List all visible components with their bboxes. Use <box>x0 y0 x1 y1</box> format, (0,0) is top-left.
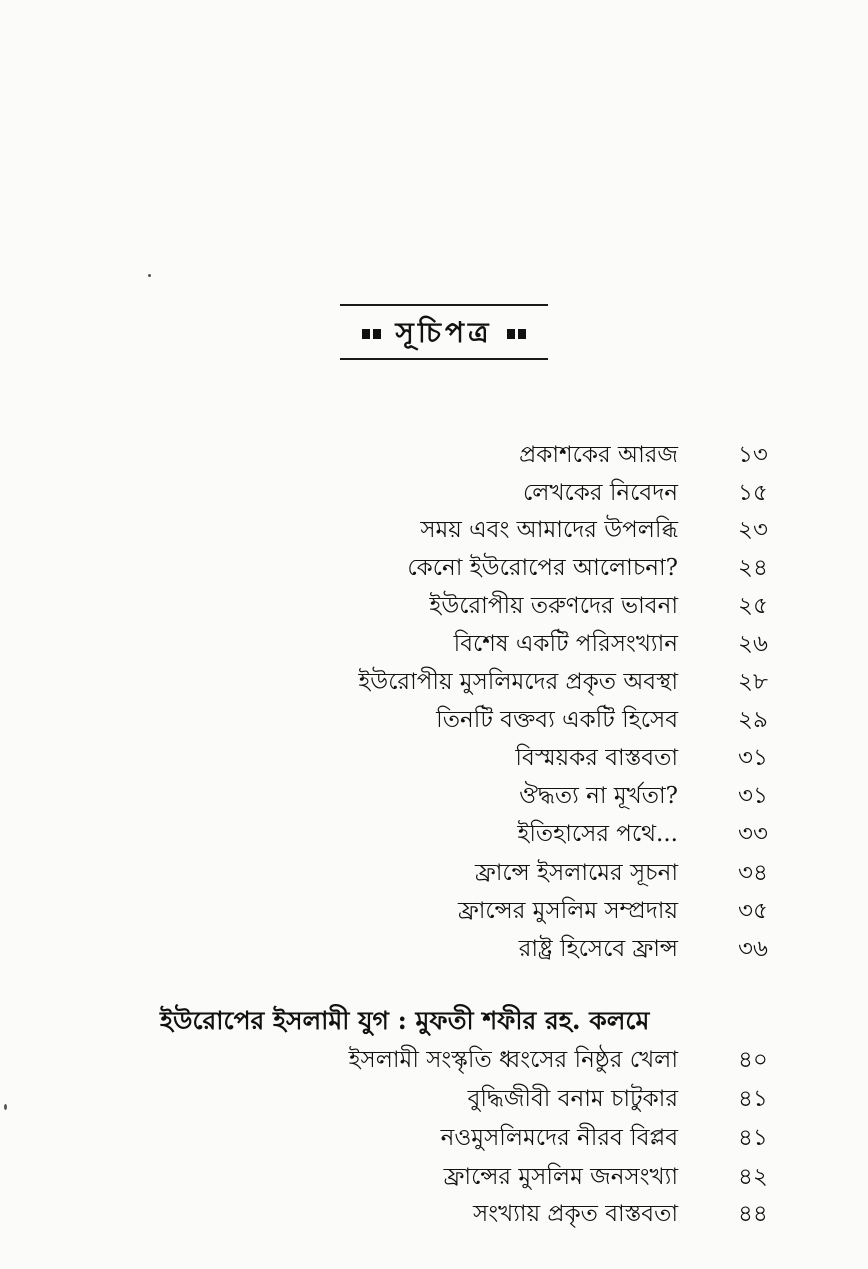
toc-entry-title: ফ্রান্সের মুসলিম সম্প্রদায় <box>457 898 678 924</box>
toc-entry-title: বিস্ময়কর বাস্তবতা <box>515 745 678 771</box>
toc-entry-page: ৪১ <box>738 1086 768 1112</box>
toc-entry <box>0 626 868 662</box>
toc-entry <box>0 1159 868 1195</box>
toc-entry-title: ইতিহাসের পথে... <box>517 821 678 847</box>
toc-entry-title: ফ্রান্সের মুসলিম জনসংখ্যা <box>443 1164 678 1190</box>
toc-entry-page: ৪২ <box>738 1164 768 1190</box>
toc-entry-page: ২৫ <box>738 593 768 619</box>
toc-entry <box>0 778 868 814</box>
toc-entry-page: ৩১ <box>738 745 768 771</box>
toc-entry <box>0 1042 868 1078</box>
toc-entry-title: ফ্রান্সে ইসলামের সূচনা <box>474 860 678 886</box>
toc-entry <box>0 512 868 548</box>
page-speck <box>148 274 151 277</box>
toc-entry-page: ৪১ <box>738 1125 768 1151</box>
toc-entry-title: নওমুসলিমদের নীরব বিপ্লব <box>440 1125 678 1151</box>
title-rule-top <box>340 304 548 306</box>
title-ornament-left <box>362 329 381 339</box>
toc-entry <box>0 855 868 891</box>
toc-entry-title: বুদ্ধিজীবী বনাম চাটুকার <box>467 1086 678 1112</box>
toc-entry <box>0 816 868 852</box>
toc-title-block <box>340 304 548 362</box>
toc-entry-page: ১৫ <box>738 480 768 506</box>
toc-entry-page: ৩৪ <box>738 860 768 886</box>
toc-entry <box>0 931 868 967</box>
toc-entry-page: ৪৪ <box>738 1201 768 1227</box>
title-rule-bottom <box>340 358 548 360</box>
toc-entry <box>0 702 868 738</box>
toc-entry-page: ২৮ <box>738 669 768 695</box>
toc-entry-title: কেনো ইউরোপের আলোচনা? <box>407 555 678 581</box>
toc-entry-page: ২৯ <box>738 707 768 733</box>
toc-entry <box>0 740 868 776</box>
toc-entry <box>0 664 868 700</box>
toc-entry-title: ঔদ্ধত্য না মূর্খতা? <box>519 783 678 809</box>
toc-entry-page: ৩১ <box>738 783 768 809</box>
toc-entry-title: সময় এবং আমাদের উপলব্ধি <box>420 517 678 543</box>
toc-entry-title: প্রকাশকের আরজ <box>519 442 678 468</box>
toc-entry-title: বিশেষ একটি পরিসংখ্যান <box>453 631 678 657</box>
toc-entry-page: ৪০ <box>738 1047 768 1073</box>
toc-entry <box>0 893 868 929</box>
toc-entry-page: ২৬ <box>738 631 768 657</box>
title-row <box>340 314 548 354</box>
toc-entry <box>0 1196 868 1232</box>
toc-entry-title: সংখ্যায় প্রকৃত বাস্তবতা <box>473 1201 678 1227</box>
toc-entry <box>0 550 868 586</box>
toc-entry-title: ইউরোপীয় মুসলিমদের প্রকৃত অবস্থা <box>358 669 678 695</box>
toc-entry-page: ৩৬ <box>738 936 768 962</box>
toc-entry-page: ২৩ <box>738 517 768 543</box>
toc-entry <box>0 588 868 624</box>
toc-entry <box>0 437 868 473</box>
toc-entry-page: ৩৫ <box>738 898 768 924</box>
toc-entry-page: ২৪ <box>738 555 768 581</box>
toc-entry <box>0 475 868 511</box>
toc-entry-title: ইউরোপীয় তরুণদের ভাবনা <box>429 593 678 619</box>
toc-entry <box>0 1120 868 1156</box>
toc-entry-title: তিনটি বক্তব্য একটি হিসেব <box>436 707 678 733</box>
toc-entry-title: ইসলামী সংস্কৃতি ধ্বংসের নিষ্ঠুর খেলা <box>348 1047 678 1073</box>
toc-entry-page: ১৩ <box>738 442 768 468</box>
toc-entry-page: ৩৩ <box>738 821 768 847</box>
toc-entry-title: রাষ্ট্র হিসেবে ফ্রান্স <box>518 936 678 962</box>
section-heading: ইউরোপের ইসলামী যুগ : মুফতী শফীর রহ. কলমে <box>160 1006 650 1035</box>
toc-entry <box>0 1081 868 1117</box>
toc-entry-title: লেখকের নিবেদন <box>522 480 678 506</box>
page-title: সূচিপত্র <box>395 315 493 349</box>
title-ornament-right <box>507 329 526 339</box>
